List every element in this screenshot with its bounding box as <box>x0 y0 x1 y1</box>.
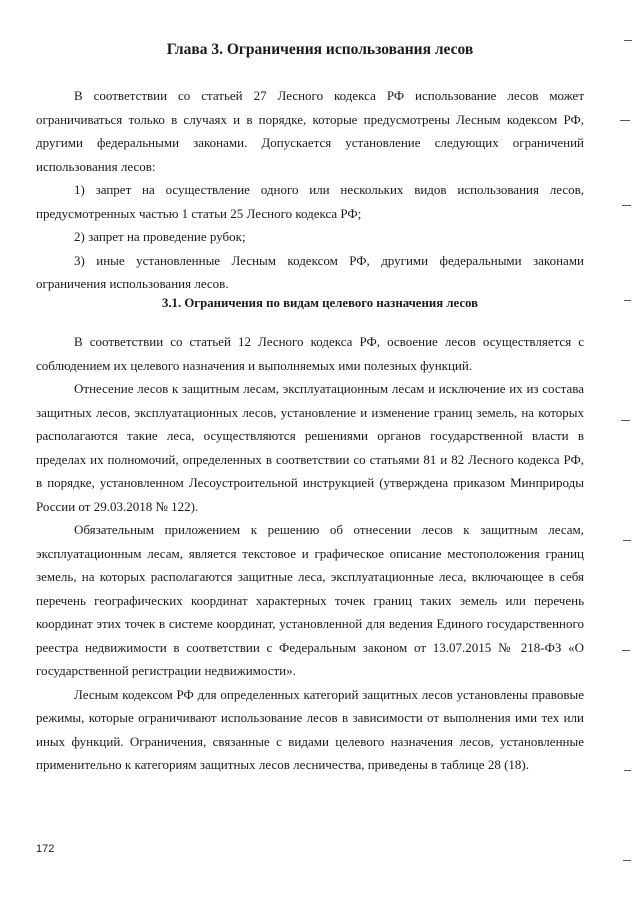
section-body <box>36 330 584 777</box>
paragraph-3: Обязательным приложением к решению об отнесении лесов к защитным лесам, эксплуатационным лесам, является текстовое и графическое описание местоположения границ земель, на которых располагаются защитные леса, эксплуатационные леса, включающее в себя перечень географических координат характерных точек границ таких земель или перечень координат этих точек в системе координат, установленной для ведения Единого государственного реестра недвижимости в соответствии с Федеральным законом от 13.07.2015 № 218-ФЗ «О государственной регистрации недвижимости». <box>36 522 584 678</box>
scan-mark <box>623 860 631 861</box>
page-number: 172 <box>36 843 55 855</box>
paragraph-4: Лесным кодексом РФ для определенных категорий защитных лесов установлены правовые режимы, которые ограничивают использование лесов в зависимости от выполнения ими тех или иных функций. Ограничения, связанные с видами целевого назначения лесов, установленные применительно к категориям защитных лесов лесничества, приведены в таблице 28 (18). <box>36 686 584 772</box>
chapter-heading: Глава 3. Ограничения использования лесов <box>166 41 474 58</box>
scan-mark <box>622 205 631 206</box>
list-item-2: 2) запрет на проведение рубок; <box>74 229 246 244</box>
scan-mark <box>623 540 631 541</box>
scan-mark <box>622 650 630 651</box>
scan-mark <box>624 770 631 771</box>
scan-mark <box>624 300 631 301</box>
intro-paragraph: В соответствии со статьей 27 Лесного кодекса РФ использование лесов может ограничиваться только в случаях и в порядке, которые предусмотрены Лесным кодексом РФ, другими федеральными законами. Допускается установление следующих ограничений использования лесов: <box>36 88 584 174</box>
paragraph-2: Отнесение лесов к защитным лесам, эксплуатационным лесам и исключение их из состава защитных лесов, эксплуатационных лесов, установление и изменение границ земель, на которых располагаются такие леса, осуществляются решениями органов государственной власти в пределах их полномочий, определенных в соответствии со статьями 81 и 82 Лесного кодекса РФ, в порядке, установленном Лесоустроительной инструкцией (утверждена приказом Минприроды России от 29.03.2018 № 122). <box>36 381 584 514</box>
scan-mark <box>624 40 632 41</box>
section-heading: 3.1. Ограничения по видам целевого назначения лесов <box>161 296 479 310</box>
paragraph-1: В соответствии со статьей 12 Лесного кодекса РФ, освоение лесов осуществляется с соблюдением их целевого назначения и выполняемых ими полезных функций. <box>36 334 584 373</box>
list-item-1: 1) запрет на осуществление одного или нескольких видов использования лесов, предусмотренных частью 1 статьи 25 Лесного кодекса РФ; <box>36 182 584 221</box>
list-item-3: 3) иные установленные Лесным кодексом РФ, другими федеральными законами ограничения использования лесов. <box>36 252 584 291</box>
intro-block <box>36 84 584 296</box>
scan-mark <box>621 420 630 421</box>
scan-mark <box>620 120 630 121</box>
